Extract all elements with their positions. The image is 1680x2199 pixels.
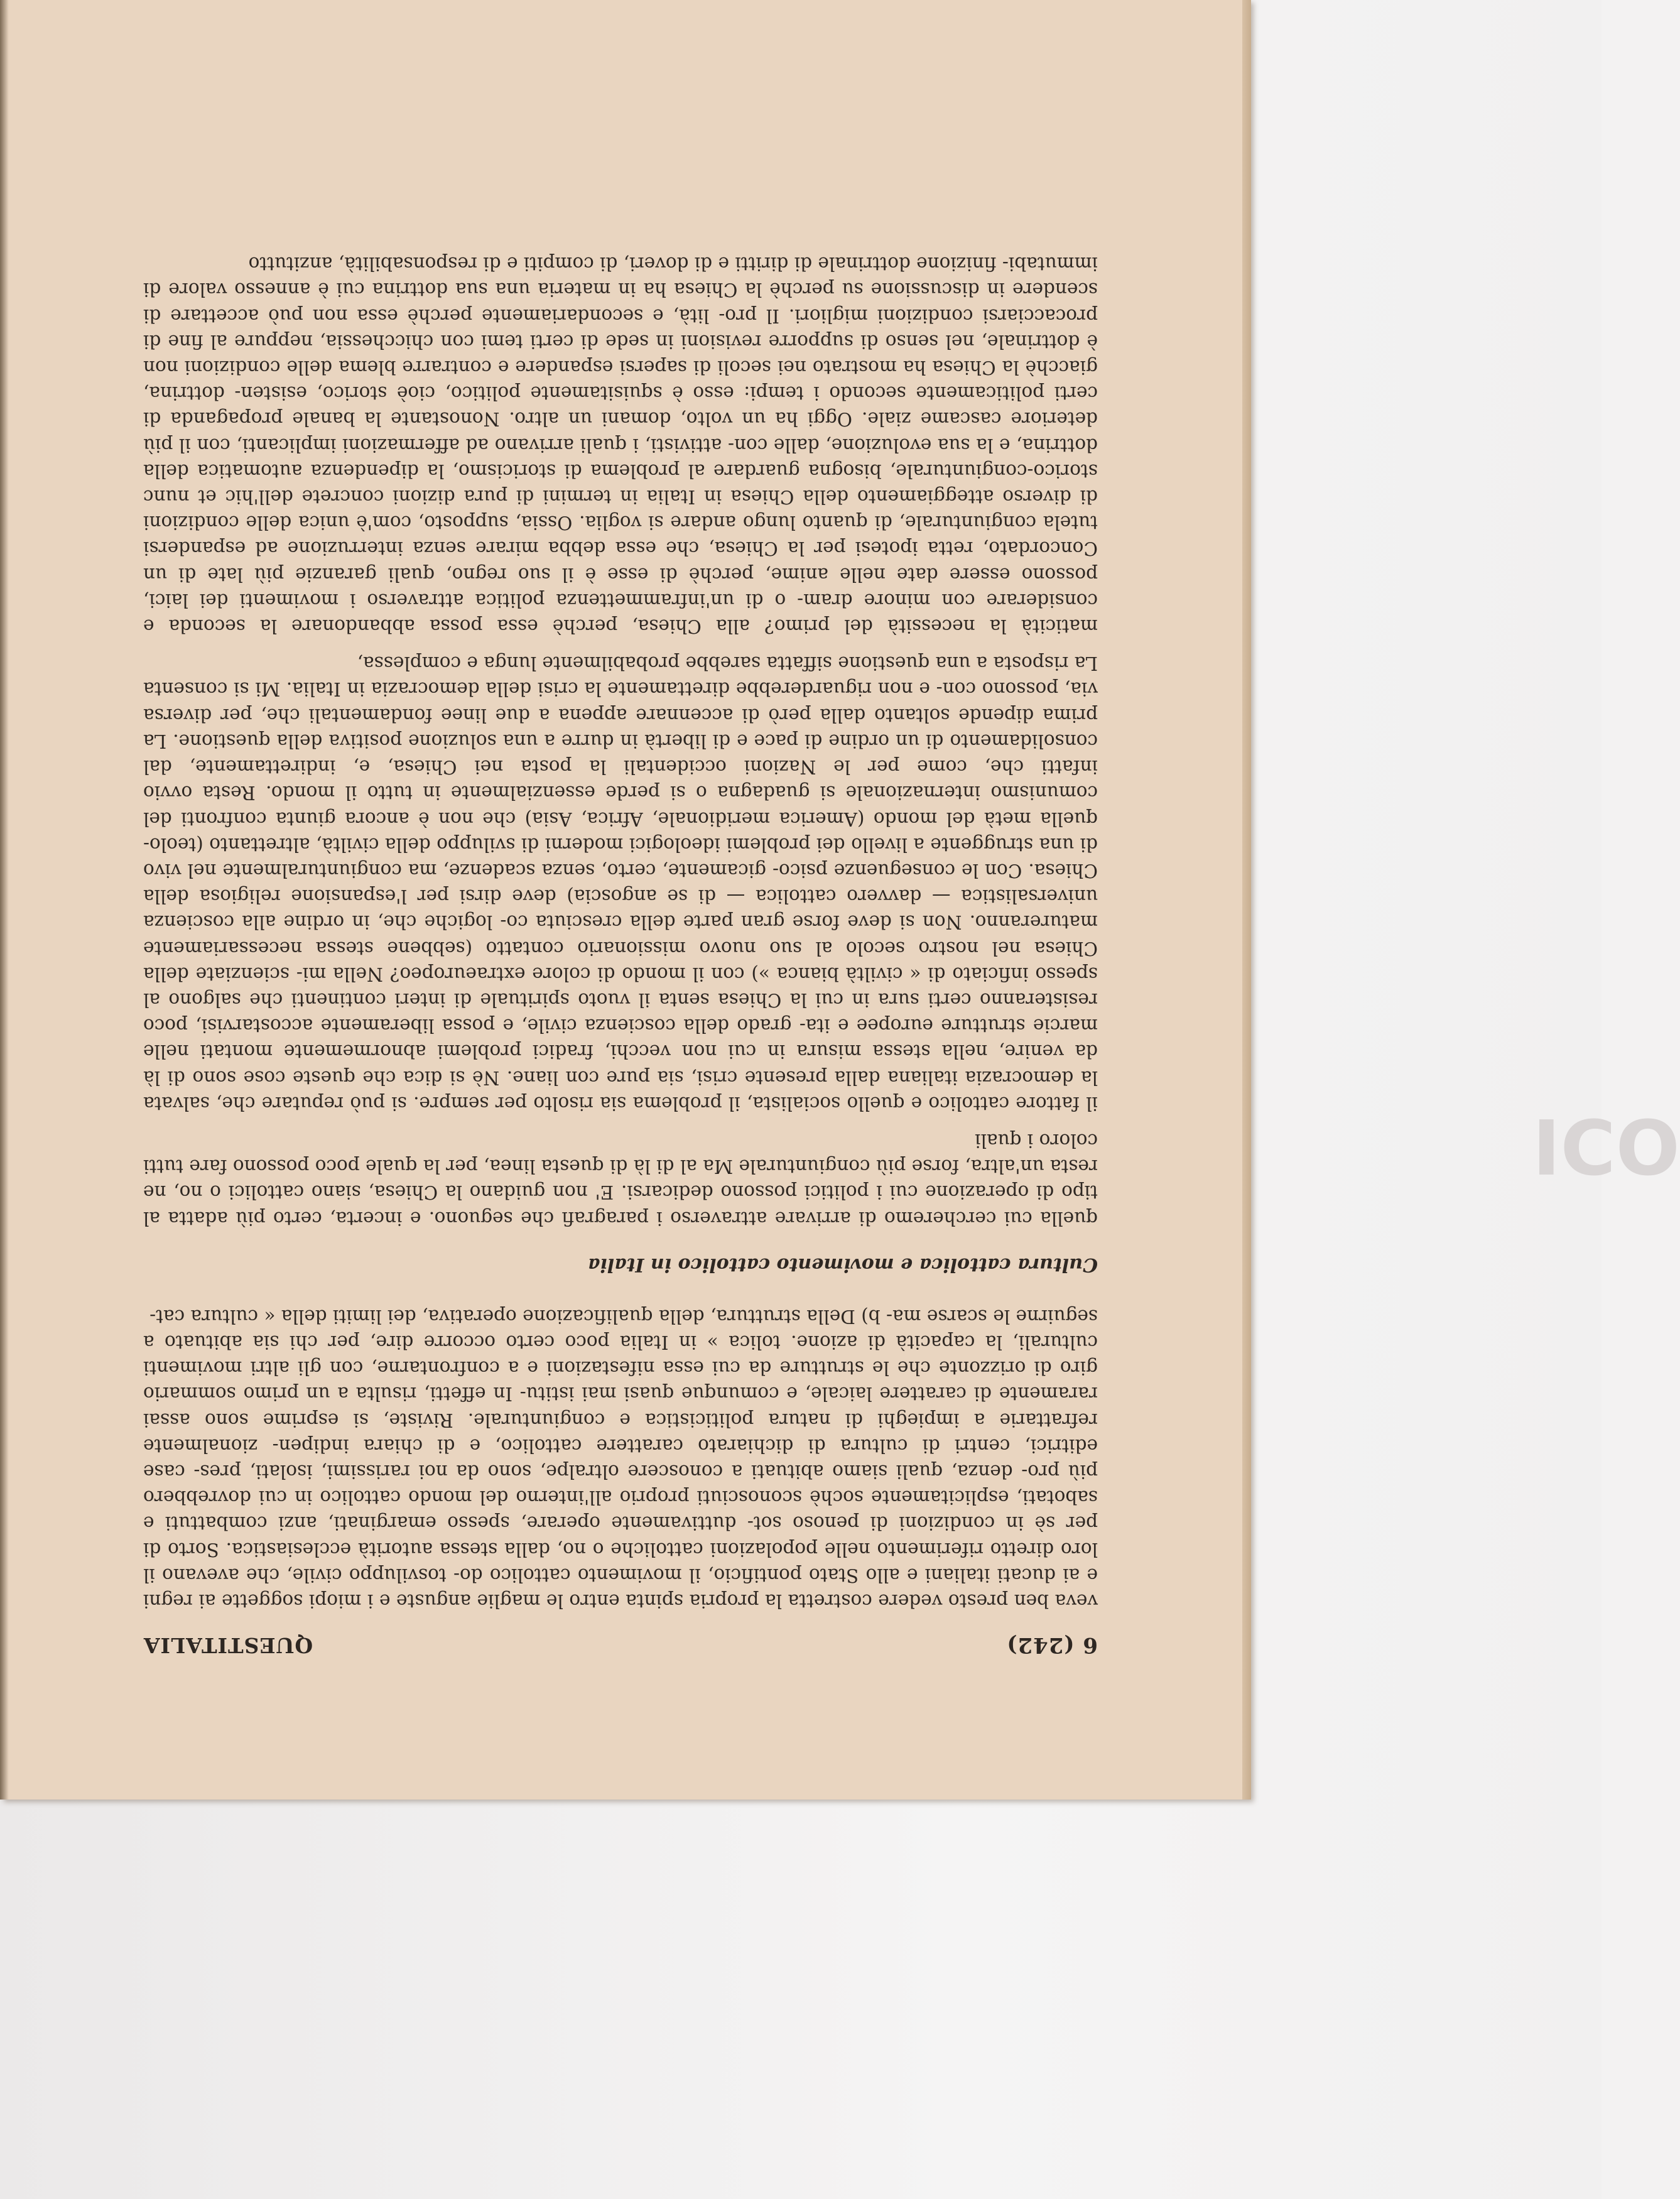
paragraph: veva ben presto vedere costretta la propria spinta entro le maglie anguste e i miopi soggette ai regni e ai ducati italiani e allo Stato pontificio, il movimento cattolico do- tosviluppo civile, che avevano il loro diretto riferimento nelle popolazioni cattoliche o no, dalla stessa autorità ecclesiastica. Sorto di per sè in condizioni di penoso sot- duttivamente operare, spesso emarginati, anzi combattuti e sabotati, esplicitamente sochè sconosciuti proprio all'interno del mondo cattolico in cui dovrebbero più pro- denza, quali siamo abituati a conoscere oltralpe, sono da noi rarissimi, isolati, pres- case editrici, centri di cultura di dichiarato carattere cattolico, e di chiara indipen- zionalmente refrattarie a impieghi di natura politicistica e congiunturale. Riviste, si esprime sono assai raramente di carattere laicale, e comunque quasi mai istitu- In effetti, risulta a un primo sommario giro di orizzonte che le strutture da cui essa nifestazioni e a confrontarne, con gli altri movimenti culturali, la capacità di azione. tolica » in Italia poco certo occorre dire, per chi sia abituato a seguirne le scarse ma- b) Della struttura, della qualificazione operativa, dei limiti della « cultura cat- bbox=[143, 1305, 1098, 1612]
text-block bbox=[143, 251, 1098, 1658]
paragraph: il fattore cattolico e quello socialista, il problema sia risolto per sempre. si può reputare che, salvata la democrazia italiana dalla presente crisi, sia pure con liane. Nè si dica che queste cose sono di là da venire, nella stessa misura in cui non vecchi, fradici problemi abnormemente montati nelle marcie strutture europee e ita- grado della coscienza civile, e possa liberamente accostarvisi, poco resisteranno certi sura in cui la Chiesa senta il vuoto spirituale di interi continenti che salgono al spesso inficiato di « civiltà bianca ») con il mondo di colore extraeuropeo? Nella mi- scienziate della Chiesa nel nostro secolo al suo nuovo missionario contatto (sebbene stessa necessariamente matureranno. Non si deve forse gran parte della cresciuta co- logiche che, in ordine alla coscienza universalistica — davvero cattolica — di se angoscia) deve dirsi per l'espansione religiosa della Chiesa. Con le conseguenze psico- gicamente, certo, senza scadenze, ma congiunturalmente nel vivo di una struggente a livello dei problemi ideologici moderni di sviluppo della civiltà, altrettanto (teolo- quella metà del mondo (America meridionale, Africa, Asia) che non è ancora giunta confronti del comunismo internazionale si guadagna o si perde essenzialmente in tutto il mondo. Resta ovvio infatti che, come per le Nazioni occidentali la posta nei Chiesa, e, indirettamente, dal consolidamento di un ordine di pace e di libertà in durre a una soluzione positiva della questione. La prima dipende soltanto dalla però di accennare appena a due linee fondamentali che, per diversa via, possono con- e non riguarderebbe direttamente la crisi della democrazia in Italia. Mi si consenta La risposta a una questione siffatta sarebbe probabilmente lunga e complessa, bbox=[143, 653, 1098, 1114]
bleed-through-text: ICO bbox=[1532, 1105, 1680, 1193]
paragraph: maticità la necessità del primo? alla Chiesa, perchè essa possa abbandonare la seconda e considerare con minore dram- o di un'inframmettenza politica attraverso i movimenti dei laici, possono essere date nelle anime, perchè di esse è il suo regno, quali garanzie più late di un Concordato, retta ipotesi per la Chiesa, che essa debba mirare senza interruzione ad espandersi tutela congiunturale, di quanto lungo andare si voglia. Ossia, supposto, com'è unica delle condizioni di diverso atteggiamento della Chiesa in Italia in termini di pura dizioni concrete dell'hic et nunc storico-congiunturale, bisogna guardare al problema di storicismo, la dipendenza automatica della dottrina, e la sua evoluzione, dalle con- attivisti, i quali arrivano ad affermazioni implicanti, con il più deteriore cascame ziale. Oggi ha un volto, domani un altro. Nonostante la banale propaganda di certi politicamente secondo i tempi: esso è squisitamente politico, cioè storico, esisten- dottrina, giacchè la Chiesa ha mostrato nei secoli di sapersi espandere e contrarre blema delle condizioni non è dottrinale, nel senso di supporre revisioni in sede di certi temi con chicchessia, neppure al fine di procacciarsi condizioni migliori. Il pro- lità, e secondariamente perchè essa non può accettare di scendere in discussione su perchè la Chiesa ha in materia una sua dottrina cui è annesso valore di immutabi- finizione dottrinale di diritti e di doveri, di compiti e di responsabilità, anzitutto bbox=[143, 253, 1098, 638]
section-heading: Cultura cattolica e movimento cattolico in Italia bbox=[587, 1253, 1098, 1276]
paragraph: quella cui cercheremo di arrivare attraverso i paragrafi che seguono. e incerta, certo più adatta al tipo di operazione cui i politici possono dedicarsi. E' non guidano la Chiesa, siano cattolici o no, ne resta un'altra, forse più congiunturale Ma al di là di questa linea, per la quale poco possono fare tutti coloro i quali bbox=[143, 1129, 1098, 1229]
page-number: 6 (242) bbox=[1006, 1632, 1098, 1658]
running-title: QUESTITALIA bbox=[143, 1633, 313, 1658]
page-header bbox=[143, 1614, 1098, 1658]
